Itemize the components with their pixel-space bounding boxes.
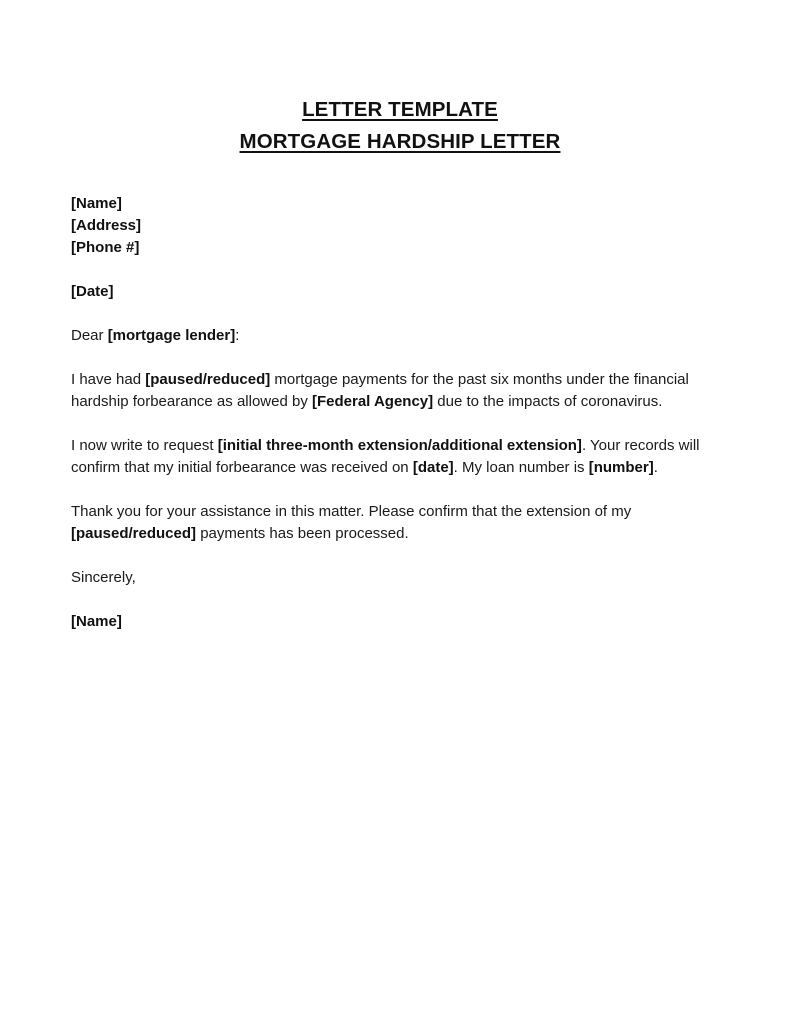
letter-date: [Date] <box>71 283 114 300</box>
title-letter-template: LETTER TEMPLATE <box>302 98 498 121</box>
p2-bold-3: [number] <box>588 459 654 476</box>
date-line <box>71 281 736 303</box>
paragraph-2 <box>71 435 736 479</box>
p1-text-1: I have had <box>71 371 146 388</box>
p3-bold-1: [paused/reduced] <box>71 525 197 542</box>
sender-address: [Address] <box>71 217 142 234</box>
p2-bold-1: [initial three-month extension/additional extension] <box>217 437 582 454</box>
signature-name: [Name] <box>71 613 122 630</box>
p2-text-4: . <box>653 459 658 476</box>
p1-text-3: due to the impacts of coronavirus. <box>433 393 663 410</box>
paragraph-3 <box>71 501 736 545</box>
sender-phone: [Phone #] <box>71 239 140 256</box>
title-mortgage-hardship-letter: MORTGAGE HARDSHIP LETTER <box>239 130 561 153</box>
salutation <box>71 325 736 347</box>
letter-title-block <box>0 94 800 158</box>
p1-bold-1: [paused/reduced] <box>145 371 271 388</box>
salutation-prefix: Dear <box>71 327 108 344</box>
p3-text-1: Thank you for your assistance in this matter. Please confirm that the extension of my <box>71 503 632 520</box>
p1-text-2: mortgage payments for the past six months under the financial hardship forbearance as allowed by <box>71 371 689 410</box>
p1-bold-2: [Federal Agency] <box>311 393 434 410</box>
sender-name: [Name] <box>71 195 122 212</box>
p2-text-2: . Your records will confirm that my initial forbearance was received on <box>71 437 700 476</box>
signature-line <box>71 611 736 633</box>
paragraph-1 <box>71 369 736 413</box>
closing: Sincerely, <box>71 569 136 586</box>
letter-body <box>71 193 736 655</box>
p2-text-1: I now write to request <box>71 437 218 454</box>
sender-block <box>71 193 736 259</box>
salutation-lender: [mortgage lender] <box>107 327 236 344</box>
p2-bold-2: [date] <box>412 459 454 476</box>
p2-text-3: . My loan number is <box>453 459 589 476</box>
p3-text-2: payments has been processed. <box>196 525 409 542</box>
salutation-suffix: : <box>235 327 240 344</box>
